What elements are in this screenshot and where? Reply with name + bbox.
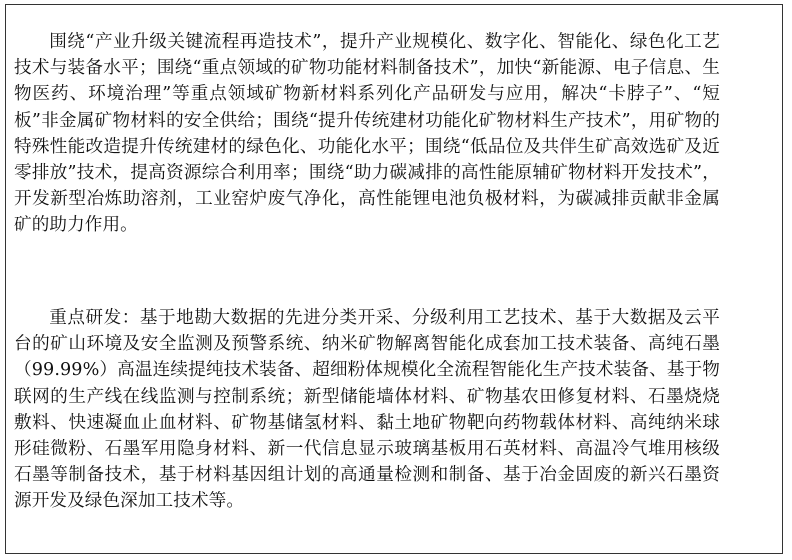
paragraph-industrial-upgrade: 围绕“产业升级关键流程再造技术”，提升产业规模化、数字化、智能化、绿色化工艺技术与装备水平；围绕“重点领域的矿物功能材料制备技术”，加快“新能源、电子信息、生物医药、环境治理”等重点领域矿物新材料系列化产品研发与应用，解决“卡脖子”、“短板”非金属矿物材料的安全供给；围绕“提升传统建材功能化矿物材料生产技术”，用矿物的特殊性能改造提升传统建材的绿色化、功能化水平；围绕“低品位及共伴生矿高效选矿及近零排放”技术，提高资源综合利用率；围绕“助力碳减排的高性能原辅矿物材料开发技术”，开发新型冶炼助溶剂，工业窑炉废气净化，高性能锂电池负极材料，为碳减排贡献非金属矿的助力作用。	[14, 32, 720, 236]
paragraph-key-research: 重点研发：基于地勘大数据的先进分类开采、分级利用工艺技术、基于大数据及云平台的矿山环境及安全监测及预警系统、纳米矿物解离智能化成套加工技术装备、高纯石墨（99.99%）高温连续提纯技术装备、超细粉体规模化全流程智能化生产技术装备、基于物联网的生产线在线监测与控制系统；新型储能墙体材料、矿物基农田修复材料、石墨烧烧敷料、快速凝血止血材料、矿物基储氢材料、黏土地矿物靶向药物载体材料、高纯纳米球形硅微粉、石墨军用隐身材料、新一代信息显示玻璃基板用石英材料、高温冷气堆用核级石墨等制备技术，基于材料基因组计划的高通量检测和制备、基于冶金固废的新兴石墨资源开发及绿色深加工技术等。	[14, 308, 720, 512]
document-frame	[5, 4, 783, 554]
